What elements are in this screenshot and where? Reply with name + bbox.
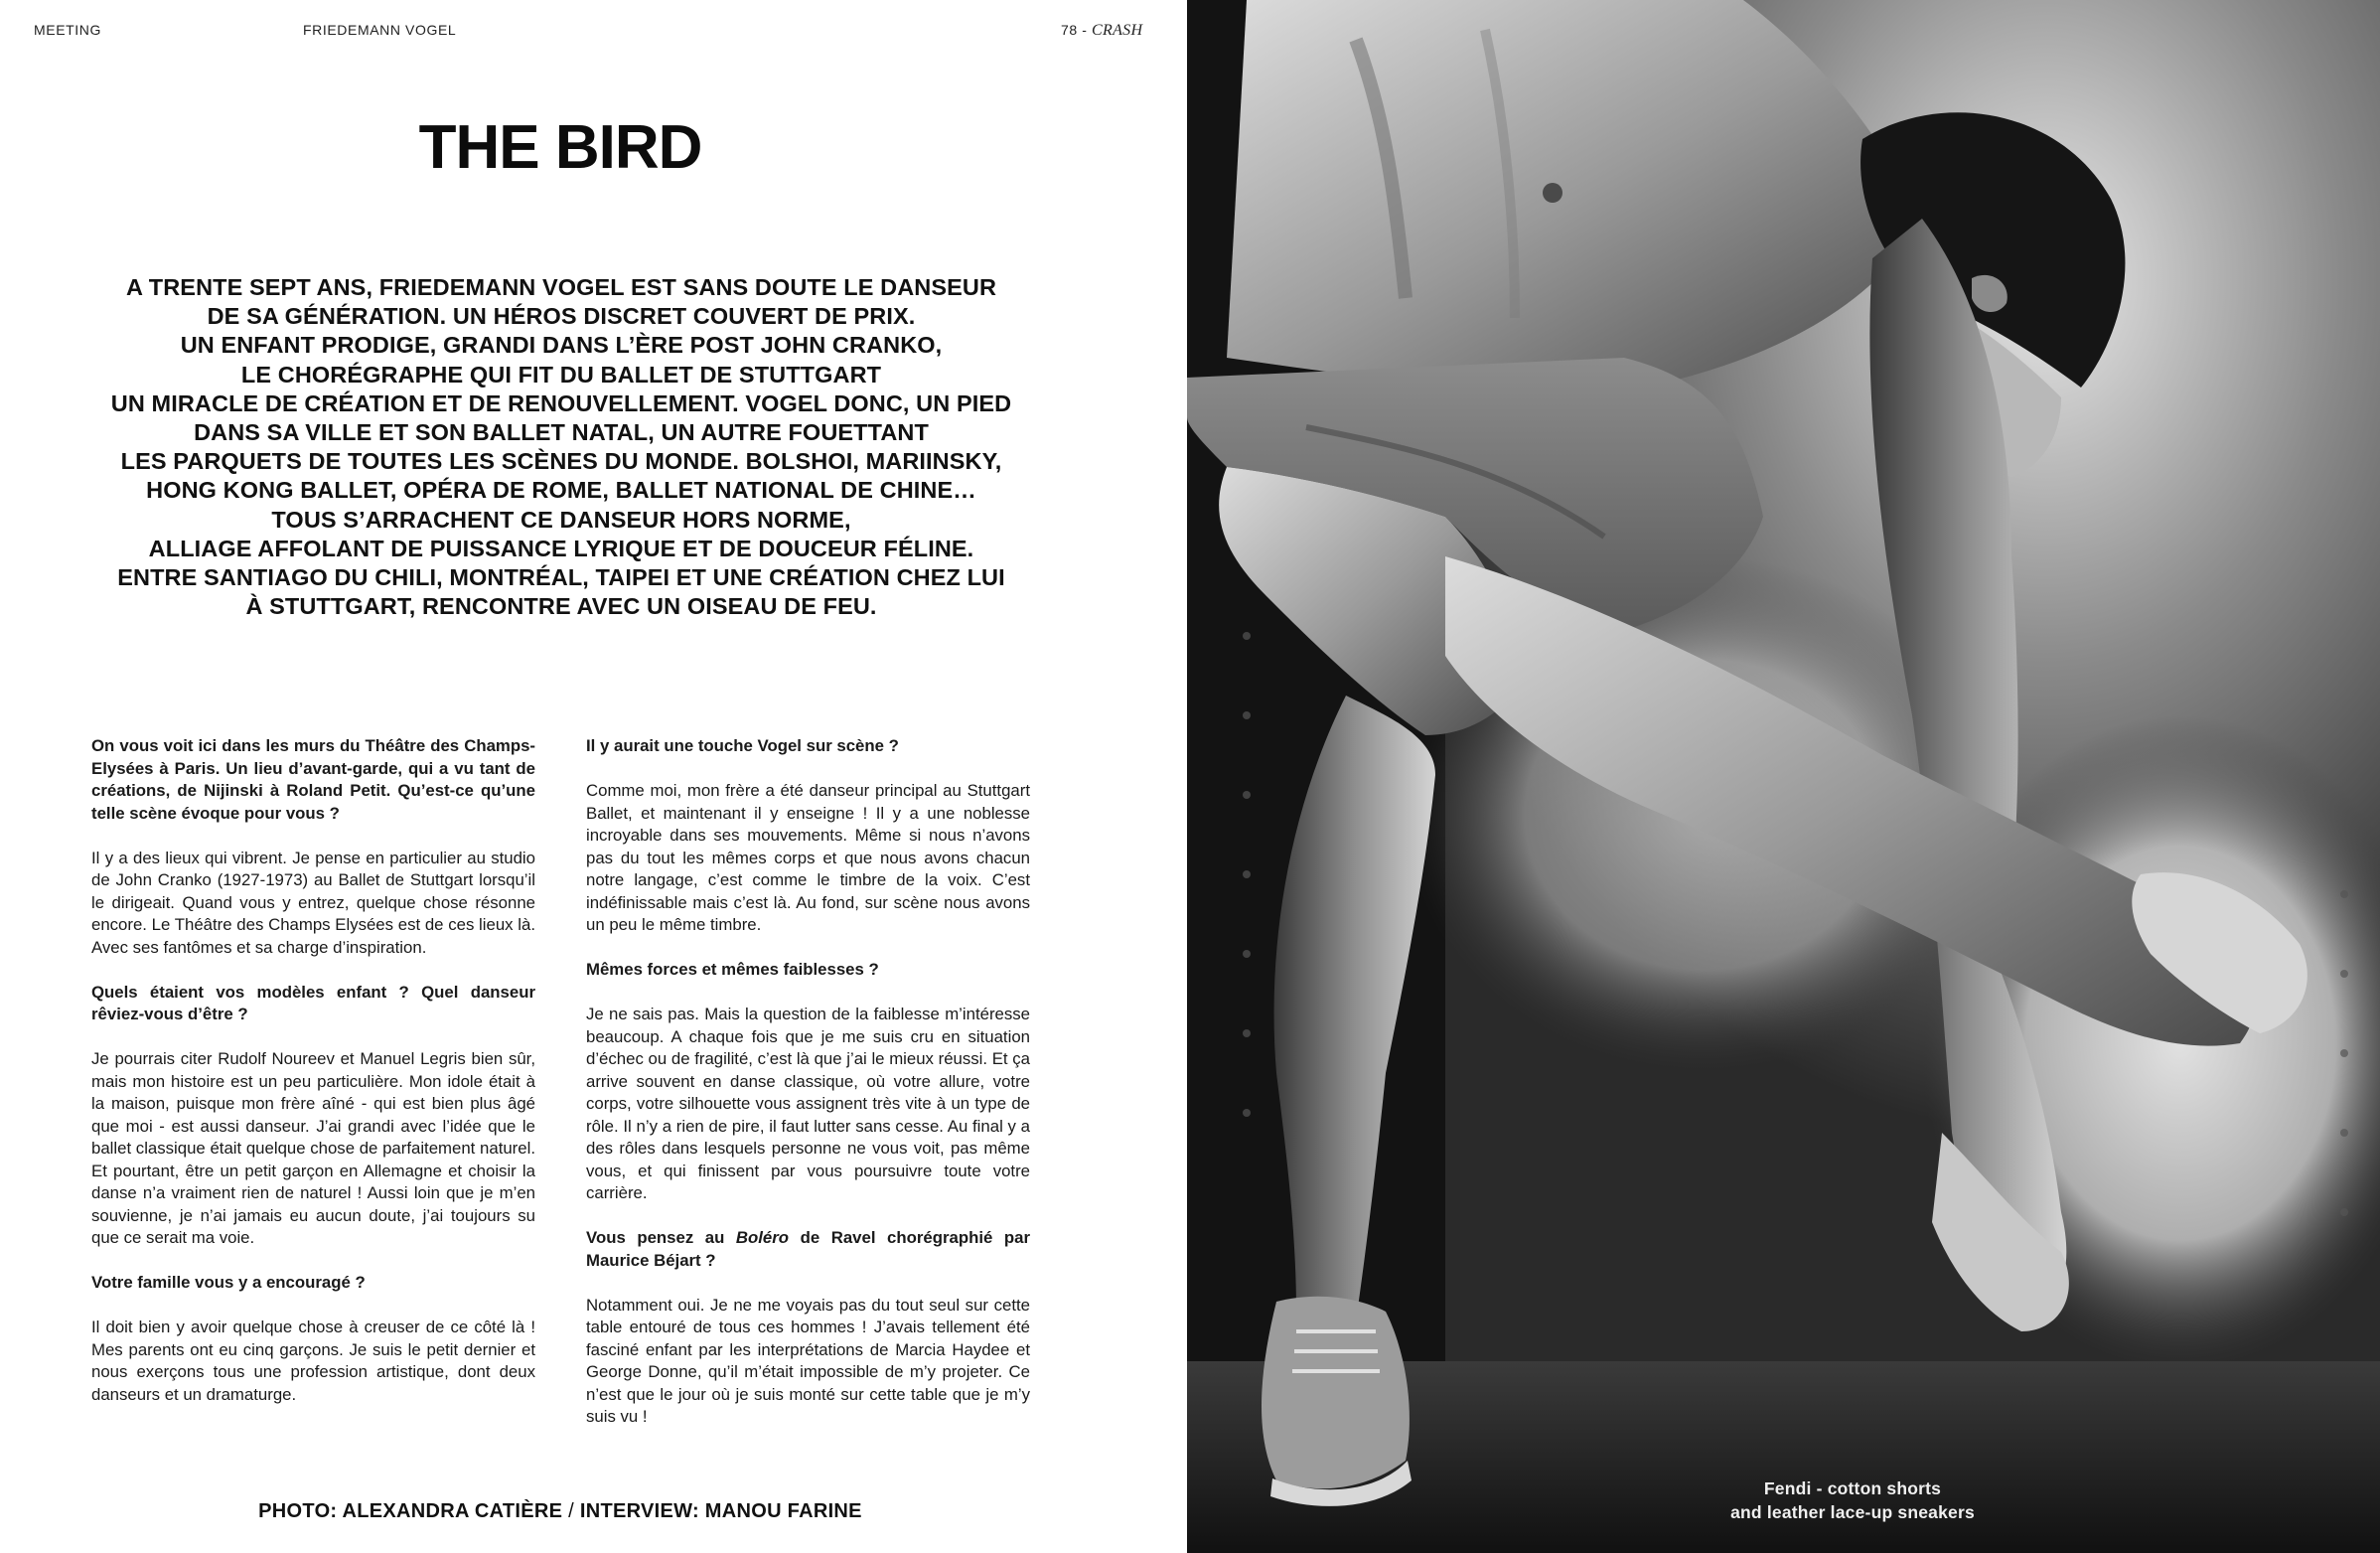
dancer-photograph xyxy=(1187,0,2380,1553)
intro-line: ENTRE SANTIAGO DU CHILI, MONTRÉAL, TAIPEI ET UNE CRÉATION CHEZ LUI xyxy=(117,564,1005,591)
interview-question: Quels étaient vos modèles enfant ? Quel danseur rêviez-vous d’être ? xyxy=(91,982,535,1023)
question-text: de Ravel chorégraphié par Maurice Béjart ? xyxy=(586,1228,1030,1270)
intro-line: UN MIRACLE DE CRÉATION ET DE RENOUVELLEMENT. VOGEL DONC, UN PIED xyxy=(110,389,1012,416)
caption-line: and leather lace-up sneakers xyxy=(1730,1502,1975,1522)
interview-answer: Je pourrais citer Rudolf Noureev et Manuel Legris bien sûr, mais mon histoire est un peu particulière. Mon idole était à la maison, puisque mon frère aîné - qui est bien plus âgé que moi - est aussi danseur. J’ai grandi avec l’idée que le ballet classique était quelque chose de parfaitement naturel. Et pourtant, être un petit garçon en Allemagne et choisir la danse n’a vraiment rien de naturel ! Aussi loin que je m’en souvienne, je n’ai jamais eu aucun doute, j’ai toujours su que ce serait ma voie. xyxy=(91,1049,535,1247)
interview-credit: INTERVIEW: MANOU FARINE xyxy=(579,1500,862,1522)
intro-line: DANS SA VILLE ET SON BALLET NATAL, UN AUTRE FOUETTANT xyxy=(194,419,929,446)
intro-line: A TRENTE SEPT ANS, FRIEDEMANN VOGEL EST SANS DOUTE LE DANSEUR xyxy=(125,274,997,300)
article-title: THE BIRD xyxy=(418,113,702,182)
running-head-subject: FRIEDEMANN VOGEL xyxy=(303,22,457,38)
running-head-section: MEETING xyxy=(34,22,101,38)
running-head-folio xyxy=(1061,22,1142,40)
interview-question: Mêmes forces et mêmes faiblesses ? xyxy=(586,960,879,979)
intro-line: DE SA GÉNÉRATION. UN HÉROS DISCRET COUVERT DE PRIX. xyxy=(207,303,916,330)
interview-answer: Comme moi, mon frère a été danseur principal au Stuttgart Ballet, et maintenant il y enseigne ! Il y a une noblesse incroyable dans ses mouvements. Même si nous n’avons pas du tout les mêmes corps et que nous avons chacun notre langage, c’est comme le timbre de la voix. C’est indéfinissable mais c’est là. Au fond, sur scène nous avons un peu le même timbre. xyxy=(586,781,1030,934)
interview-answer: Je ne sais pas. Mais la question de la faiblesse m’intéresse beaucoup. A chaque fois que je me suis cru en situation d’échec ou de fragilité, c’est là que j’ai le mieux réussi. Et ça arrive souvent en danse classique, où votre allure, votre corps, votre silhouette vous assignent très vite à un type de rôle. Il n’y a rien de pire, il faut lutter sans cesse. Au final y a des rôles dans lesquels personne ne vous voit, pas même vous, et qui finissent par vous poursuivre toute votre carrière. xyxy=(586,1005,1030,1202)
intro-standfirst xyxy=(60,273,1063,621)
intro-line: À STUTTGART, RENCONTRE AVEC UN OISEAU DE FEU. xyxy=(245,593,877,620)
interview-question: Votre famille vous y a encouragé ? xyxy=(91,1273,366,1292)
work-title: Boléro xyxy=(735,1228,790,1247)
intro-line: HONG KONG BALLET, OPÉRA DE ROME, BALLET NATIONAL DE CHINE… xyxy=(146,477,976,504)
interview-answer: Notamment oui. Je ne me voyais pas du tout seul sur cette table entouré de tous ces hommes ! J’avais tellement été fasciné enfant par les interprétations de Marcia Haydee et George Donne, qu’il m’était impossible de m’y projeter. Ce n’est que le jour où je suis monté sur cette table que je m’y suis vu ! xyxy=(586,1295,1030,1426)
interview-column-right xyxy=(586,735,1030,1429)
intro-line: LE CHORÉGRAPHE QUI FIT DU BALLET DE STUTTGART xyxy=(240,361,882,388)
credits-line xyxy=(0,1500,1120,1523)
interview-answer: Il y a des lieux qui vibrent. Je pense en particulier au studio de John Cranko (1927-1973) au Ballet de Stuttgart lorsqu’il le dirigeait. Quand vous y entrez, quelque chose résonne encore. Le Théâtre des Champs Elysées est de ces lieux là. Avec ses fantômes et sa charge d’inspiration. xyxy=(91,848,535,957)
magazine-name: CRASH xyxy=(1092,22,1143,39)
interview-question xyxy=(586,1227,1030,1272)
caption-line: Fendi - cotton shorts xyxy=(1763,1478,1942,1498)
intro-line: ALLIAGE AFFOLANT DE PUISSANCE LYRIQUE ET DE DOUCEUR FÉLINE. xyxy=(148,535,974,561)
interview-column-left xyxy=(91,735,535,1406)
right-page-photo xyxy=(1187,0,2380,1553)
interview-question: On vous voit ici dans les murs du Théâtre des Champs-Elysées à Paris. Un lieu d’avant-garde, qui a vu tant de créations, de Nijinski à Roland Petit. Qu’est-ce qu’une telle scène évoque pour vous ? xyxy=(91,736,535,823)
intro-line: TOUS S’ARRACHENT CE DANSEUR HORS NORME, xyxy=(271,506,851,533)
interview-question: Il y aurait une touche Vogel sur scène ? xyxy=(586,736,899,755)
question-text: Vous pensez au xyxy=(586,1228,725,1247)
photo-credit: PHOTO: ALEXANDRA CATIÈRE xyxy=(258,1500,563,1522)
intro-line: UN ENFANT PRODIGE, GRANDI DANS L’ÈRE POST JOHN CRANKO, xyxy=(180,332,943,359)
dancer-sneaker xyxy=(1262,1297,1410,1488)
credit-separator: / xyxy=(568,1500,574,1522)
page-number: 78 - xyxy=(1061,22,1088,38)
left-page xyxy=(0,0,1187,1553)
interview-answer: Il doit bien y avoir quelque chose à creuser de ce côté là ! Mes parents ont eu cinq garçons. Je suis le petit dernier et nous exerçons tous une profession artistique, dont deux danseurs et un dramaturge. xyxy=(91,1318,535,1404)
torso-nipple xyxy=(1543,183,1562,203)
photo-caption xyxy=(1614,1476,2091,1524)
intro-line: LES PARQUETS DE TOUTES LES SCÈNES DU MONDE. BOLSHOI, MARIINSKY, xyxy=(120,448,1002,475)
